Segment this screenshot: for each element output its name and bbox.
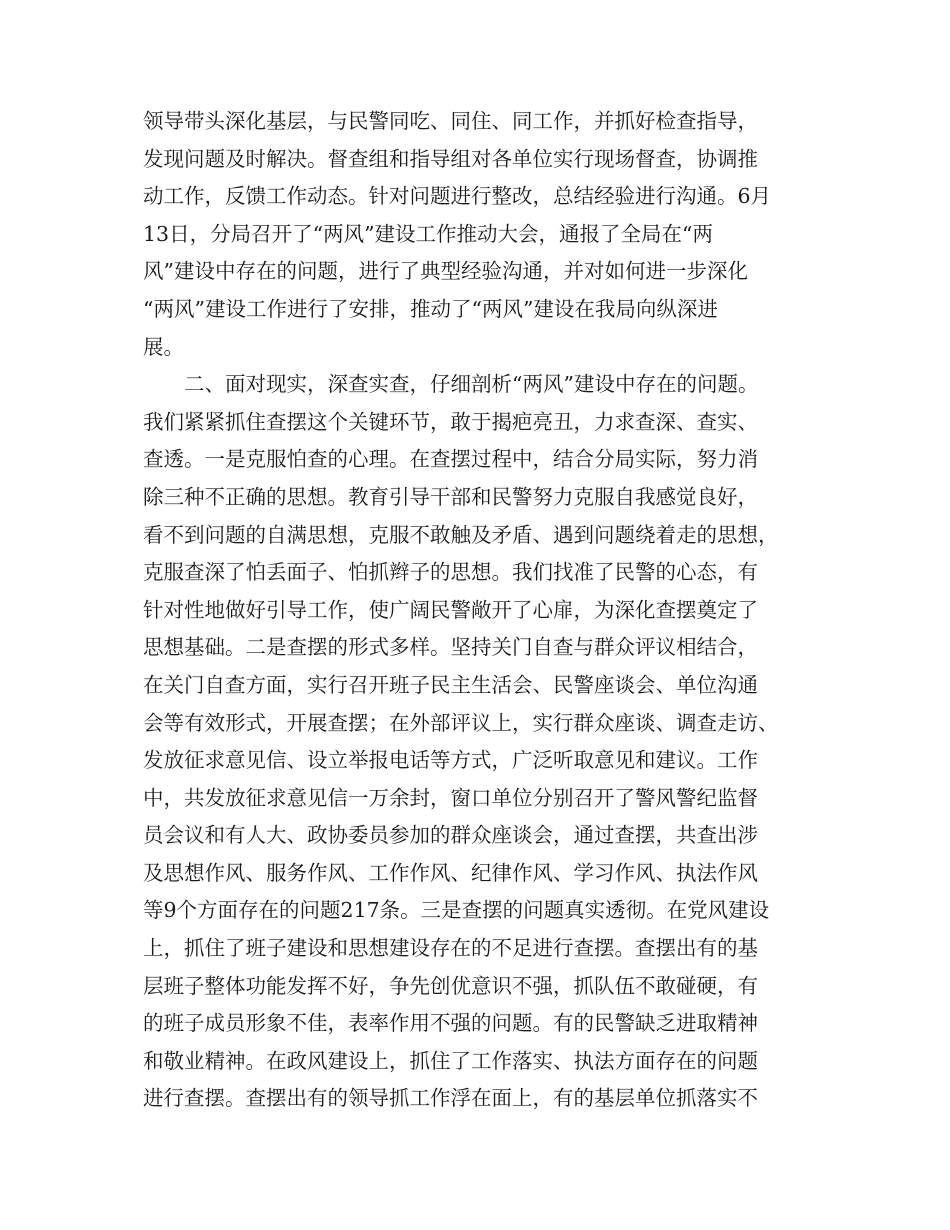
text-line: 上，抓住了班子建设和思想建设存在的不足进行查摆。查摆出有的基 <box>143 936 758 961</box>
text-line: 的班子成员形象不佳，表率作用不强的问题。有的民警缺乏进取精神 <box>143 1011 758 1036</box>
text-line: 13日，分局召开了“两风”建设工作推动大会，通报了全局在“两 <box>143 221 714 246</box>
text-line: 中，共发放征求意见信一万余封，窗口单位分别召开了警风警纪监督 <box>143 785 758 810</box>
text-line: 领导带头深化基层，与民警同吃、同住、同工作，并抓好检查指导， <box>143 109 758 133</box>
text-line: 针对性地做好引导工作，使广阔民警敞开了心扉，为深化查摆奠定了 <box>143 597 758 622</box>
text-line: 等9个方面存在的问题217条。三是查摆的问题真实透彻。在党风建设 <box>143 898 770 923</box>
text-line: 风”建设中存在的问题，进行了典型经验沟通，并对如何进一步深化 <box>143 259 748 284</box>
text-line: 展。 <box>143 334 184 359</box>
text-line: 发现问题及时解决。督查组和指导组对各单位实行现场督查，协调推 <box>143 146 758 171</box>
text-line: 员会议和有人大、政协委员参加的群众座谈会，通过查摆，共查出涉 <box>143 823 758 848</box>
document-body <box>143 103 808 1118</box>
text-line: 层班子整体功能发挥不好，争先创优意识不强，抓队伍不敢碰硬，有 <box>143 973 758 998</box>
text-line: 我们紧紧抓住查摆这个关键环节，敢于揭疤亮丑，力求查深、查实、 <box>143 409 758 434</box>
text-line: 除三种不正确的思想。教育引导干部和民警努力克服自我感觉良好， <box>143 484 758 509</box>
text-line: 动工作，反馈工作动态。针对问题进行整改，总结经验进行沟通。6月 <box>143 184 772 209</box>
text-line: 进行查摆。查摆出有的领导抓工作浮在面上，有的基层单位抓落实不 <box>143 1086 758 1111</box>
text-line: 二、面对现实，深查实查，仔细剖析“两风”建设中存在的问题。 <box>143 372 759 397</box>
text-line: 及思想作风、服务作风、工作作风、纪律作风、学习作风、执法作风 <box>143 860 758 885</box>
text-line: 克服查深了怕丢面子、怕抓辫子的思想。我们找准了民警的心态，有 <box>143 560 758 585</box>
text-line: 查透。一是克服怕查的心理。在查摆过程中，结合分局实际，努力消 <box>143 447 758 472</box>
text-line: 发放征求意见信、设立举报电话等方式，广泛听取意见和建议。工作 <box>143 748 758 773</box>
text-line: 和敬业精神。在政风建设上，抓住了工作落实、执法方面存在的问题 <box>143 1048 758 1073</box>
text-line: 看不到问题的自满思想，克服不敢触及矛盾、遇到问题绕着走的思想， <box>143 522 779 547</box>
text-line: 在关门自查方面，实行召开班子民主生活会、民警座谈会、单位沟通 <box>143 672 758 697</box>
text-line: 会等有效形式，开展查摆；在外部评议上，实行群众座谈、调查走访、 <box>143 710 779 735</box>
text-line: “两风”建设工作进行了安排，推动了“两风”建设在我局向纵深进 <box>143 296 718 321</box>
text-line: 思想基础。二是查摆的形式多样。坚持关门自查与群众评议相结合， <box>143 635 758 660</box>
